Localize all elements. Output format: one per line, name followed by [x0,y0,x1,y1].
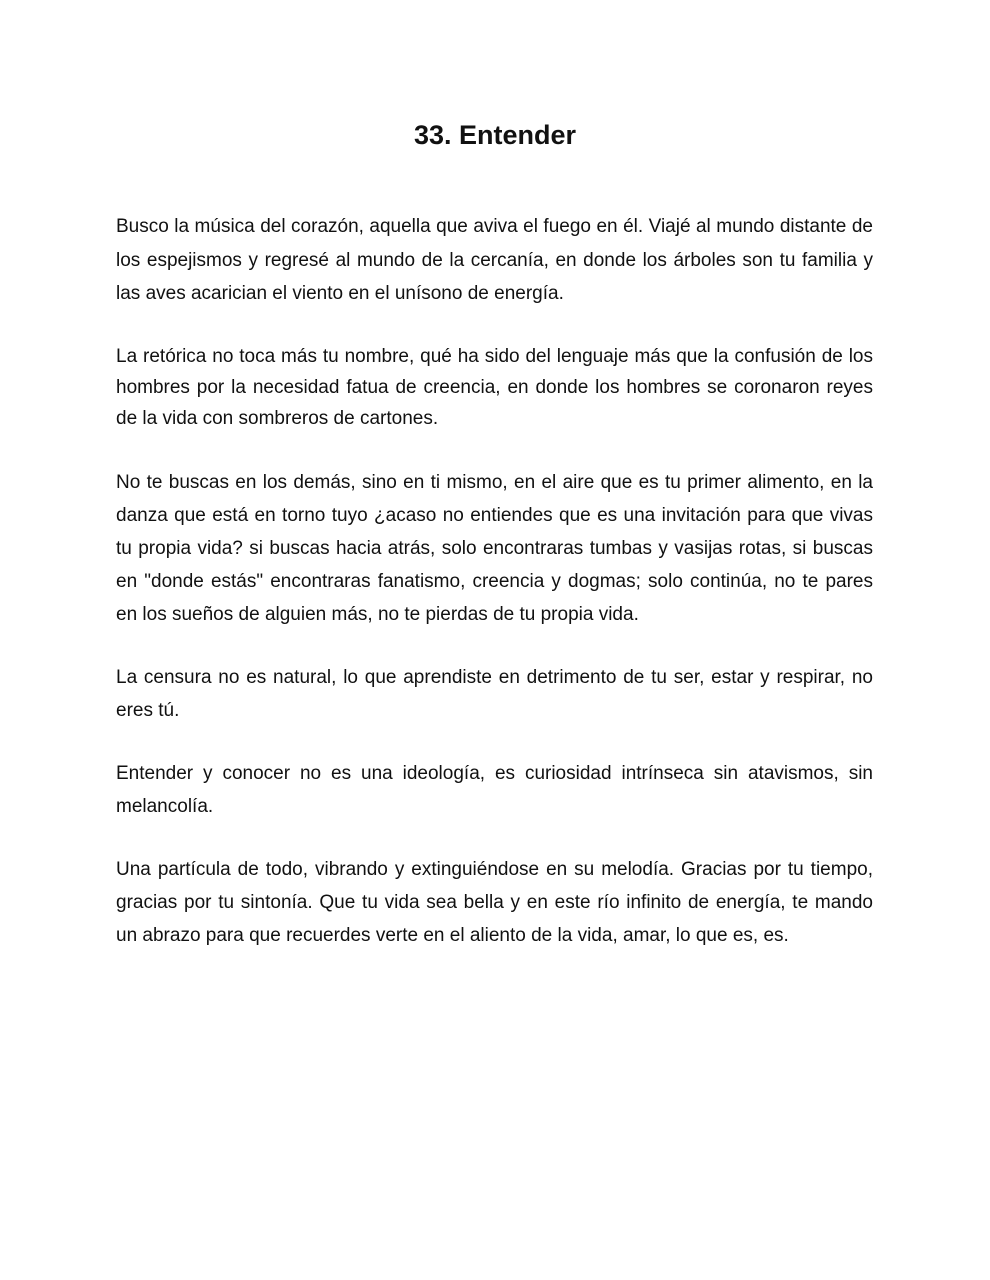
page-title: 33. Entender [413,120,577,150]
paragraph-4: La censura no es natural, lo que aprendiste en detrimento de tu ser, estar y respirar, no eres tú. [116,666,873,721]
paragraph-3: No te buscas en los demás, sino en ti mismo, en el aire que es tu primer alimento, en la danza que está en torno tuyo ¿acaso no entiendes que es una invitación para que vivas tu propia vida? si buscas hacia atrás, solo encontraras tumbas y vasijas rotas, si buscas en "donde estás" encontraras fanatismo, creencia y dogmas; solo continúa, no te pares en los sueños de alguien más, no te pierdas de tu propia vida. [116,471,873,625]
document-body [116,210,873,952]
paragraph-1: Busco la música del corazón, aquella que aviva el fuego en él. Viajé al mundo distante de los espejismos y regresé al mundo de la cercanía, en donde los árboles son tu familia y las aves acarician el viento en el unísono de energía. [116,216,873,304]
paragraph-5: Entender y conocer no es una ideología, es curiosidad intrínseca sin atavismos, sin melancolía. [116,762,873,817]
paragraph-2: La retórica no toca más tu nombre, qué ha sido del lenguaje más que la confusión de los hombres por la necesidad fatua de creencia, en donde los hombres se coronaron reyes de la vida con sombreros de cartones. [116,345,873,429]
paragraph-6: Una partícula de todo, vibrando y extinguiéndose en su melodía. Gracias por tu tiempo, gracias por tu sintonía. Que tu vida sea bella y en este río infinito de energía, te mando un abrazo para que recuerdes verte en el aliento de la vida, amar, lo que es, es. [116,858,873,946]
